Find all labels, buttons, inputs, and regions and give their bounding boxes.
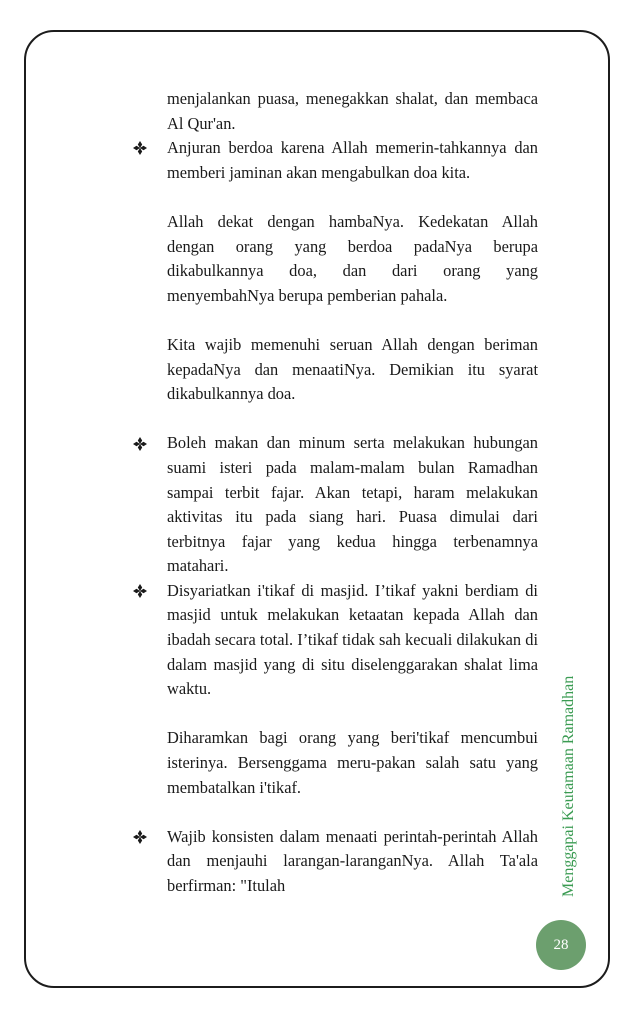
four-diamond-bullet-icon [130, 579, 150, 604]
bullet-item [130, 431, 538, 579]
paragraph: menjalankan puasa, menegakkan shalat, dan membaca Al Qur'an. [167, 89, 538, 133]
bullet-text: Anjuran berdoa karena Allah memerin-tahkannya dan memberi jaminan akan mengabulkan doa kita. [167, 138, 538, 182]
page-number-badge: 28 [536, 920, 586, 970]
four-diamond-bullet-icon [130, 825, 150, 850]
bullet-text: Wajib konsisten dalam menaati perintah-perintah Allah dan menjauhi larangan-laranganNya. Allah Ta'ala berfirman: "Itulah [167, 826, 538, 895]
paragraph: Kita wajib memenuhi seruan Allah dengan beriman kepadaNya dan menaatiNya. Demikian itu syarat dikabulkannya doa. [167, 334, 538, 404]
four-diamond-bullet-icon [130, 136, 150, 161]
paragraph: Diharamkan bagi orang yang beri'tikaf mencumbui isterinya. Bersenggama meru-pakan salah satu yang membatalkan i'tikaf. [167, 728, 538, 797]
paragraph: Allah dekat dengan hambaNya. Kedekatan Allah dengan orang yang berdoa padaNya berupa dikabulkannya doa, dan dari orang yang menyembahNya berupa pemberian pahala. [167, 211, 538, 305]
bullet-text: Disyariatkan i'tikaf di masjid. I’tikaf yakni berdiam di masjid untuk melakukan ketaatan kepada Allah dan ibadah secara total. I’tikaf tidak sah kecuali dilakukan di dalam masjid yang di situ diselenggarakan shalat lima waktu. [167, 580, 538, 699]
bullet-text: Boleh makan dan minum serta melakukan hubungan suami isteri pada malam-malam bulan Ramadhan sampai terbit fajar. Akan tetapi, haram melakukan aktivitas itu pada siang hari. Puasa dimulai dari terbitnya fajar yang kedua hingga terbenamnya matahari. [167, 433, 538, 576]
running-header: Menggapai Keutamaan Ramadhan [560, 675, 577, 897]
bullet-item [130, 825, 538, 899]
page-content [130, 87, 538, 899]
four-diamond-bullet-icon [130, 431, 150, 456]
bullet-item [130, 136, 538, 185]
bullet-item [130, 579, 538, 702]
